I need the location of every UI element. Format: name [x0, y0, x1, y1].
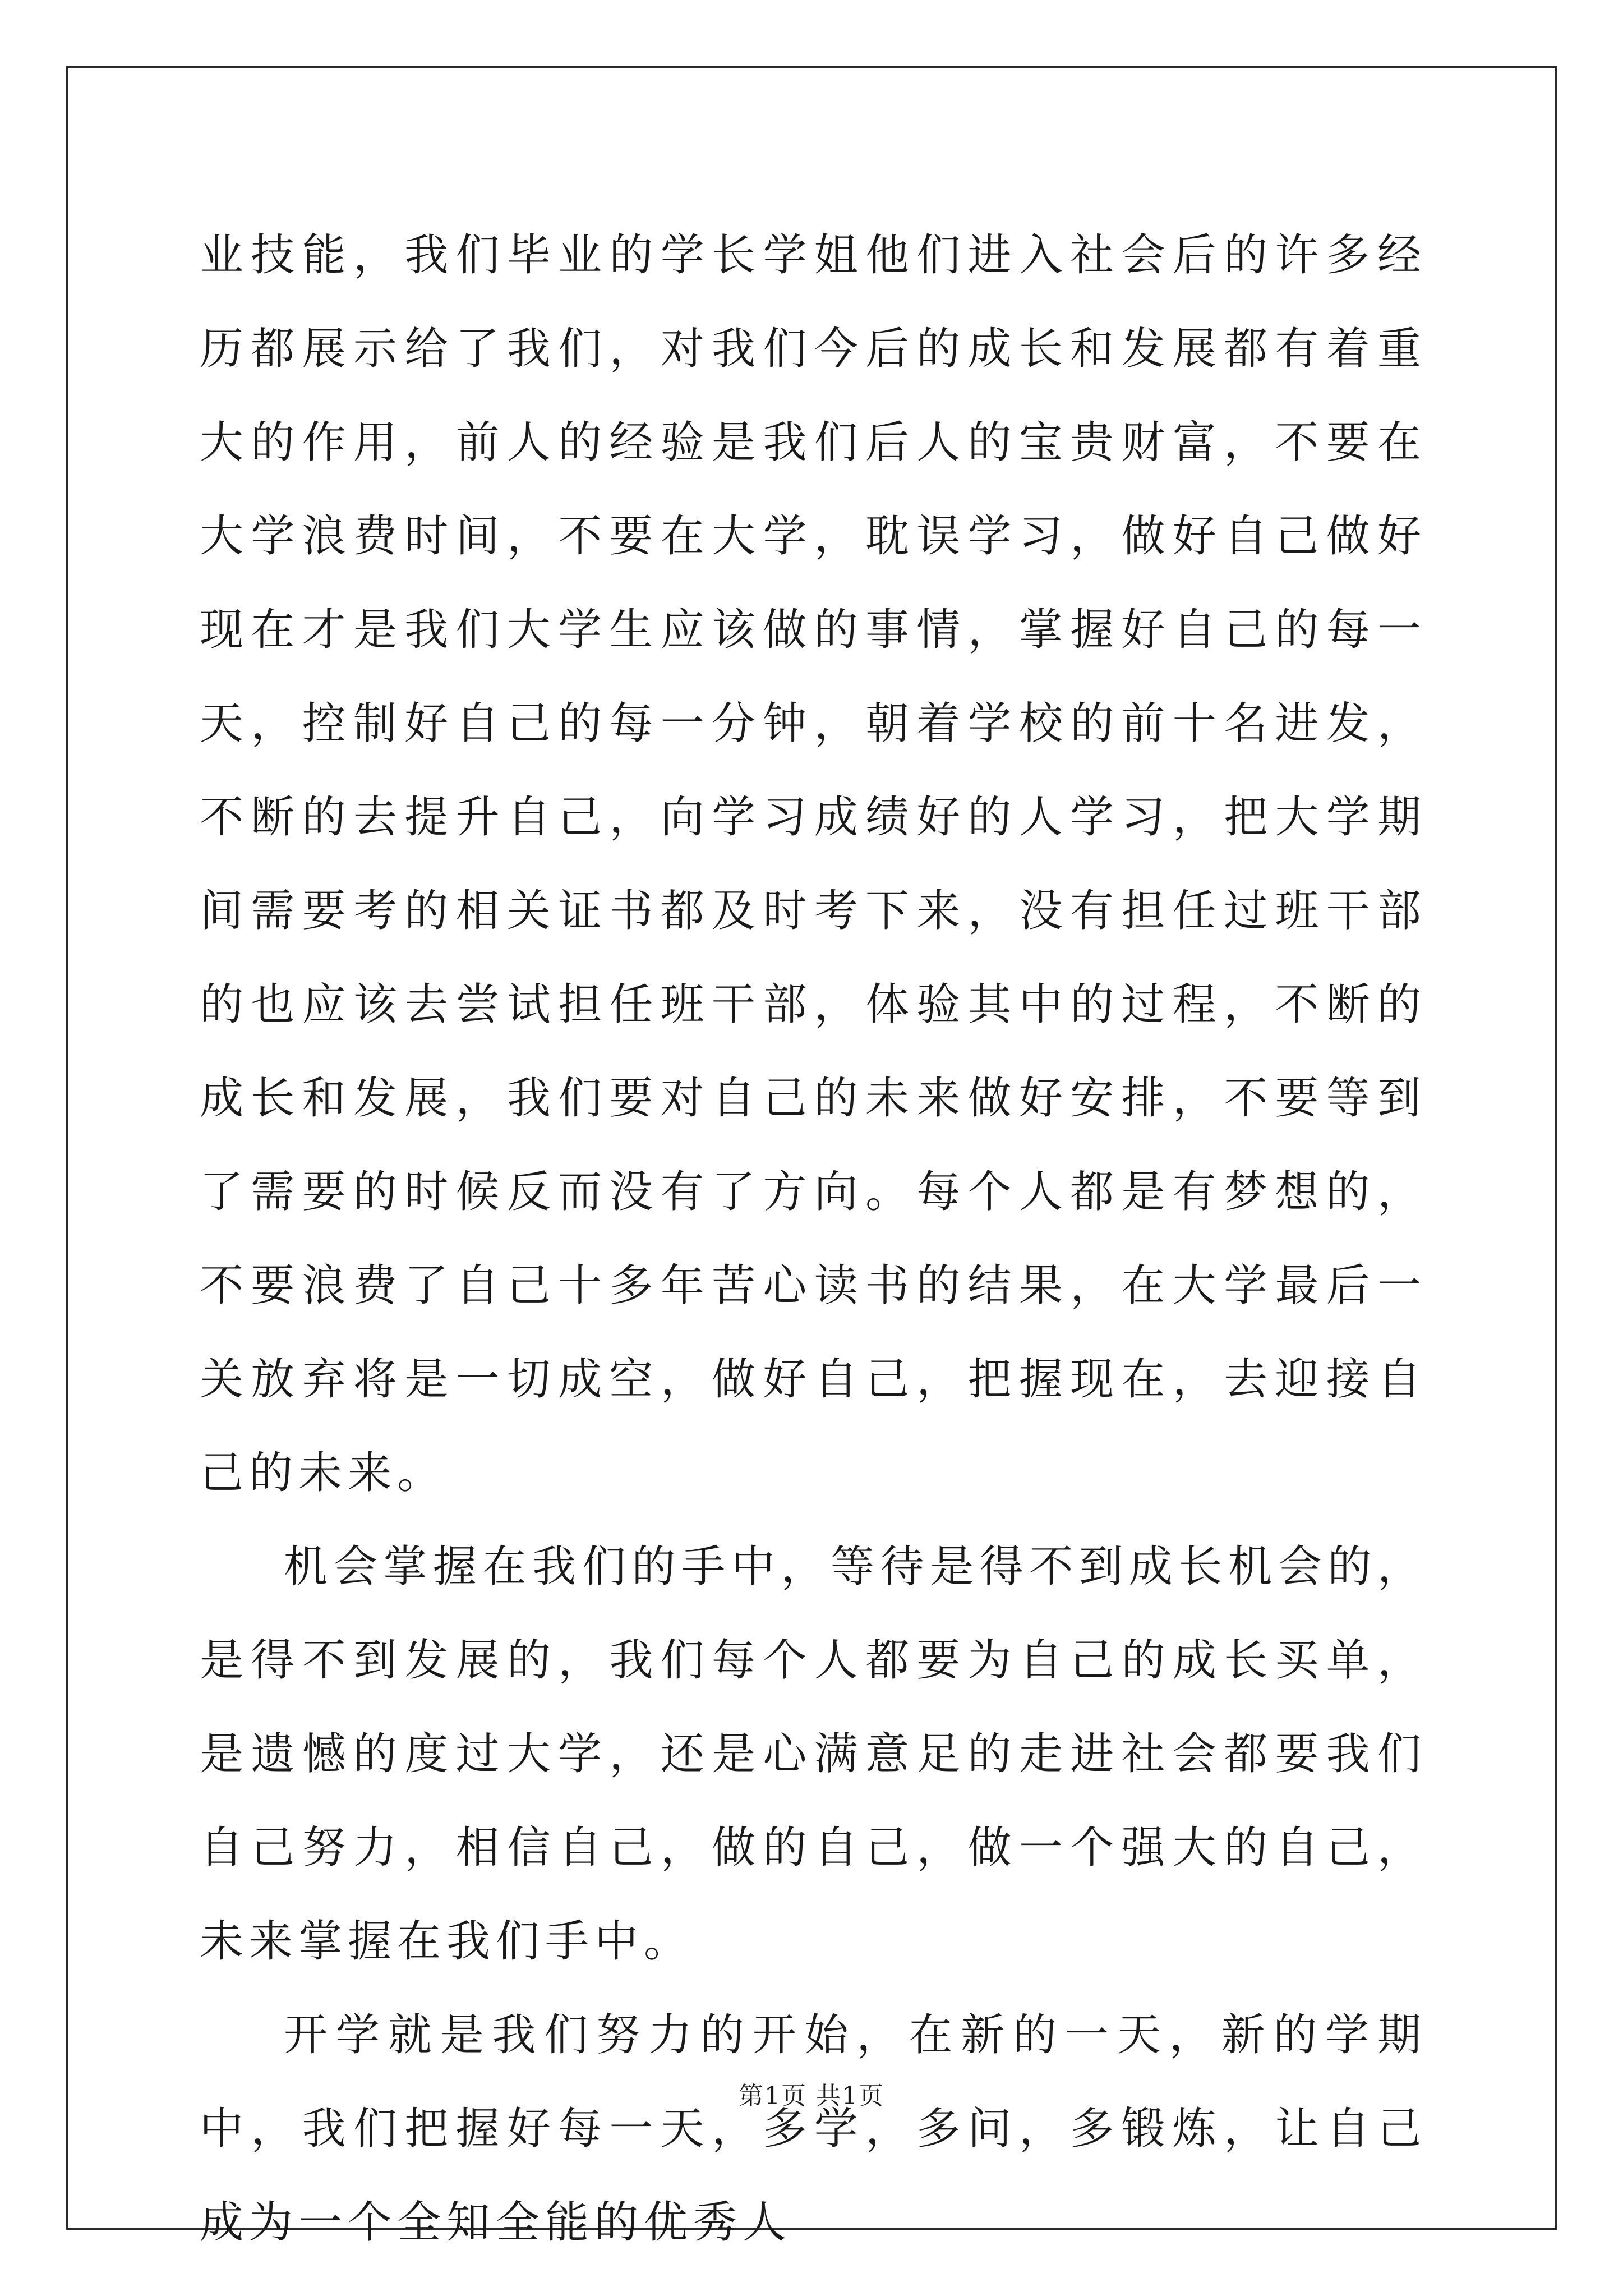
- paragraph-2: 机会掌握在我们的手中，等待是得不到成长机会的，是得不到发展的，我们每个人都要为自己的成长买单，是遗憾的度过大学，还是心满意足的走进社会都要我们自己努力，相信自己，做的自己，做一个强大的自己，未来掌握在我们手中。: [200, 1542, 1427, 1967]
- document-body: [200, 209, 1427, 2270]
- page-number-footer: 第1页 共1页: [739, 2082, 884, 2110]
- paragraph-3: 开学就是我们努力的开始，在新的一天，新的学期中，我们把握好每一天，多学，多问，多锻炼，让自己成为一个全知全能的优秀人: [200, 2010, 1427, 2248]
- paragraph-1: 业技能，我们毕业的学长学姐他们进入社会后的许多经历都展示给了我们，对我们今后的成长和发展都有着重大的作用，前人的经验是我们后人的宝贵财富，不要在大学浪费时间，不要在大学，耽误学习，做好自己做好现在才是我们大学生应该做的事情，掌握好自己的每一天，控制好自己的每一分钟，朝着学校的前十名进发，不断的去提升自己，向学习成绩好的人学习，把大学期间需要考的相关证书都及时考下来，没有担任过班干部的也应该去尝试担任班干部，体验其中的过程，不断的成长和发展，我们要对自己的未来做好安排，不要等到了需要的时候反而没有了方向。每个人都是有梦想的，不要浪费了自己十多年苦心读书的结果，在大学最后一关放弃将是一切成空，做好自己，把握现在，去迎接自己的未来。: [200, 230, 1427, 1498]
